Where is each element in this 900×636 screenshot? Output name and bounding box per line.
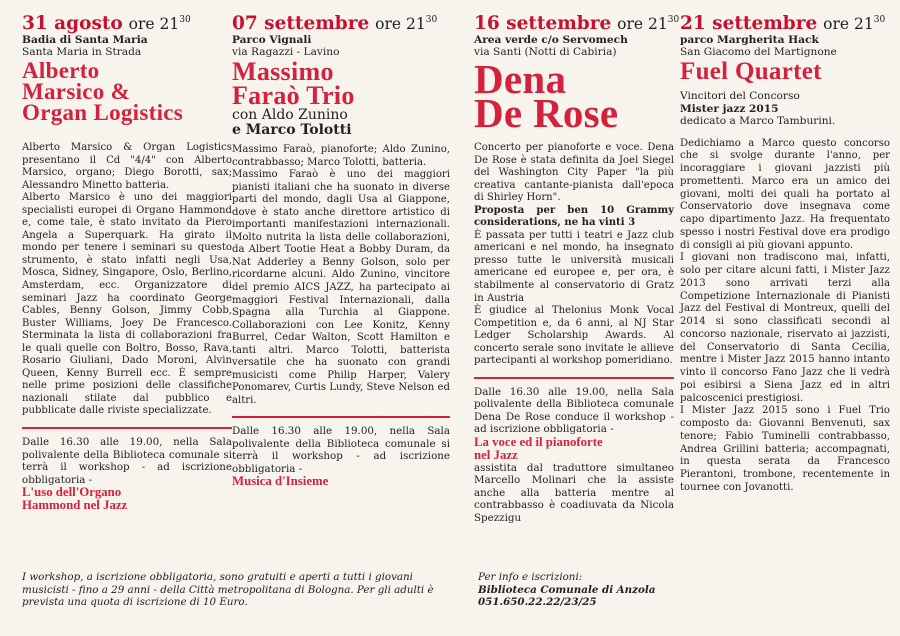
workshop-footnote: I workshop, a iscrizione obbligatoria, sono gratuiti e aperti a tutti i giovani musicisti - fino a 29 anni - della Città metropolitana di Bologna. Per gli adulti è prevista una quota di iscrizione di 10 Euro. [22,571,434,608]
artist-name: Dena De Rose [474,56,619,136]
divider [474,377,674,379]
workshop-title: L'uso dell'Organo Hammond nel Jazz [22,485,128,513]
event-column-1 [22,10,232,512]
event-description: Concerto per pianoforte e voce. Dena De Rose è stata definita da Joel Siegel del Washington City Paper "la più creativa cantante-pianista dall'epoca di Shirley Horn". Proposta per ben 10 Grammy considerations, ne ha vinti 3 È passata per tutti i teatri e Jazz club americani e nel mondo, ha insegnato presso tutte le università musicali americane ed europee e, per ora, è stabilmente al conservatorio di Gratz in Austria È giudice al Thelonius Monk Vocal Competition e, da 6 anni, al NJ Star Ledger Scholarship Awards. Al concerto serale sono invitate le allieve partecipanti al workshop pomeridiano. [474,142,674,367]
event-column-3 [474,10,680,524]
event-column-4 [680,10,890,495]
event-date: 16 settembre ore $21^{30}$ [474,13,680,34]
event-venue: Area verde c/o Servomech via Santi (Notti di Cabiria) [474,34,628,58]
workshop-title: Musica d'Insieme [232,474,329,489]
event-column-2 [232,10,450,488]
info-contact: Per info e iscrizioni: Biblioteca Comunale di Anzola 051.650.22.22/23/25 [478,571,656,608]
event-description: Dedichiamo a Marco questo concorso che si svolge durante l'anno, per incoraggiare i giovani jazzisti più promettenti. Marco era un amico dei giovani, molti dei quali ha portato al Conservatorio dove insegnava come capo dipartimento Jazz. Ha frequentato spesso i nostri Festival dove era prodigo di consigli ai più giovani appunto. I giovani non tradiscono mai, infatti, solo per citare alcuni fatti, i Mister Jazz 2013 sono arrivati terzi alla Competizione Internazionale di Pianisti Jazz del Festival di Montreux, quelli del 2014 si sono classificati secondi al concorso nazionale, riservato ai jazzisti, del Conservatorio di Santa Cecilia, mentre i Mister Jazz 2015 hanno intanto vinto il concorso Fano Jazz che li vedrà poi esibirsi a Siena Jazz ed in altri palcoscenici prestigiosi. I Mister Jazz 2015 sono i Fuel Trio composto da: Giovanni Benvenuti, sax tenore; Fabio Tuminelli contrabbasso, Andrea Grillini batteria; accompagnati, in questa serata da Francesco Pierantoni, trombone, recentemente in tournee con Jovanotti. [680,137,890,493]
event-description: Alberto Marsico & Organ Logistics presentano il Cd "4/4" con Alberto Marsico, organo; Diego Borotti, sax; Alessandro Minetto batteria. Alberto Marsico è uno dei maggiori specialisti europei di Organo Hammond e, come tale, è stato invitato da Piero Angela a Superquark. Ha girato il mondo per tenere i seminari su questo strumento, è stato infatti negli Usa, Mosca, Sidney, Singapore, Oslo, Berlino, Amsterdam, ecc. Organizzatore di seminari Jazz ha coordinato George Cables, Benny Golson, Jimmy Cobb, Buster Williams, Joey De Francesco. Sterminata la lista di collaborazioni fra le quali quelle con Boltro, Bosso, Rava, Rosario Giuliani, Dado Moroni, Alvin Queen, Kenny Burrell ecc. È sempre nelle prime posizioni delle classifiche nazionali stilate dal pubblico e pubblicate dalle riviste specializzate. [22,142,232,417]
artist-name: Fuel Quartet [680,58,822,85]
event-venue: Parco Vignali via Ragazzi - Lavino [232,34,340,58]
event-date: 31 agosto ore $21^{30}$ [22,13,191,34]
workshop-info: Dalle 16.30 alle 19.00, nella Sala polivalente della Biblioteca comunale Dena De Rose conduce il workshop - ad iscrizione obbligatoria - [474,385,674,436]
divider [232,416,450,418]
divider [22,427,232,429]
artist-name: Alberto Marsico & Organ Logistics [22,58,184,125]
award-note: Vincitori del Concorso Mister jazz 2015 dedicato a Marco Tamburini. [680,90,836,127]
artist-collaborators: con Aldo Zunino e Marco Tolotti [232,107,352,138]
workshop-details: assistita dal traduttore simultaneo Marcello Molinari che la assiste anche alla batteria mentre al contrabbasso è coadiuvata da Nicola Spezzigu [474,461,674,524]
workshop-info: Dalle 16.30 alle 19.00, nella Sala polivalente della Biblioteca comunale si terrà il workshop - ad iscrizione obbligatoria - [22,436,232,486]
event-date: 07 settembre ore $21^{30}$ [232,13,438,34]
workshop-title: La voce ed il pianoforte nel Jazz [474,434,603,462]
event-venue: Badia di Santa Maria Santa Maria in Strada [22,34,148,58]
event-description: Massimo Faraò, pianoforte; Aldo Zunino, contrabbasso; Marco Tolotti, batteria. Massimo Faraò è uno dei maggiori pianisti italiani che ha suonato in diverse parti del mondo, dagli Usa al Giappone, dove è stato anche direttore artistico di importanti manifestazioni internazionali. Molto nutrita la lista delle collaborazioni, da Albert Tootie Heat a Bobby Duram, da Nat Adderley a Benny Golson, solo per ricordarne alcuni. Aldo Zunino, vincitore del premio AICS JAZZ, ha partecipato ai maggiori Festival Internazionali, dalla Spagna alla Turchia al Giappone. Collaborazioni con Lee Konitz, Kenny Burrel, Cedar Walton, Scott Hamilton e tanti altri. Marco Tolotti, batterista versatile che ha suonato con grandi musicisti come Philip Harper, Valery Ponomarev, Curtis Lundy, Steve Nelson ed altri. [232,144,450,406]
event-date: 21 settembre ore $21^{30}$ [680,13,886,34]
event-venue: parco Margherita Hack San Giacomo del Martignone [680,34,837,58]
workshop-info: Dalle 16.30 alle 19.00, nella Sala polivalente della Biblioteca comunale si terrà il workshop - ad iscrizione obbligatoria - [232,425,450,475]
artist-name: Massimo Faraò Trio [232,57,355,110]
